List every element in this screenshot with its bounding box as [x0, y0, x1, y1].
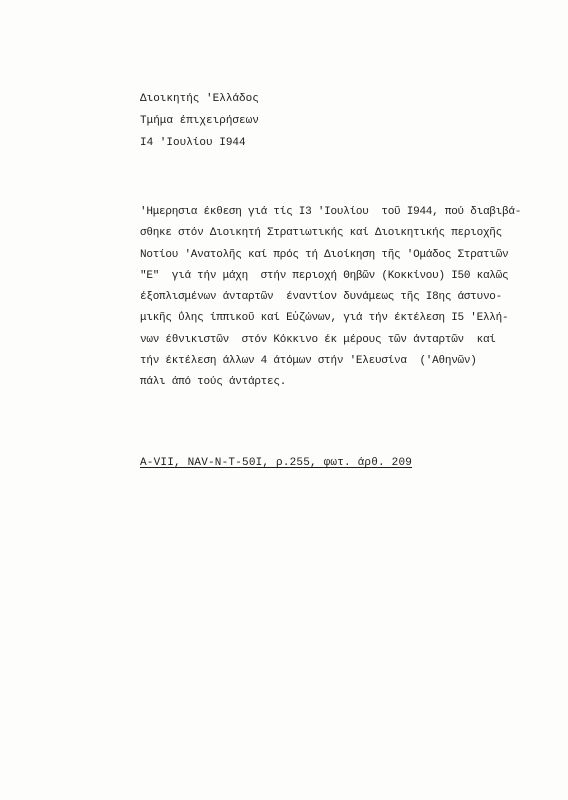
- report-line: Νοτίου 'Ανατολῆς καί πρός τή Διοίκηση τῆς 'Ομάδος Στρατιῶν: [140, 248, 509, 261]
- report-line: νων έθνικιστῶν στόν Κόκκινο έκ μέρους τῶν άνταρτῶν καί: [140, 333, 496, 346]
- report-line: 'Ημερησια έκθεση γιά τίς Ι3 'Ιουλίου τοῦ Ι944, πού διαβιβά-: [140, 206, 522, 218]
- report-line: τήν έκτέλεση άλλων 4 άτόμων στήν 'Ελευσίνα ('Αθηνῶν): [140, 355, 477, 368]
- report-line: πάλι άπό τούς άντάρτες.: [140, 376, 287, 389]
- report-line: σθηκε στόν Διοικητή Στρατιωτικής καί Διοικητικής περιοχῆς: [140, 227, 503, 240]
- report-paragraph: [140, 202, 560, 394]
- sender-line: Διοικητής 'Ελλάδος: [140, 93, 259, 105]
- letterhead: [140, 88, 259, 154]
- date-line: Ι4 'Ιουλίου Ι944: [140, 137, 246, 149]
- report-line: "Ε" γιά τήν μάχη στήν περιοχή Θηβῶν (Κοκκίνου) Ι50 καλῶς: [140, 269, 509, 282]
- report-line: μικῆς ΰλης ίππικοῦ καί Εὐζώνων, γιά τήν έκτέλεση Ι5 'Ελλή-: [140, 312, 509, 325]
- report-line: έξοπλισμένων άνταρτῶν έναντίον δυνάμεως τῆς Ι8ης άστυνο-: [140, 291, 503, 304]
- department-line: Τμήμα έπιχειρήσεων: [140, 115, 259, 127]
- archive-reference: Α-VΙΙ, ΝΑV-Ν-Τ-50Ι, ρ.255, φωτ. άρθ. 209: [140, 457, 413, 469]
